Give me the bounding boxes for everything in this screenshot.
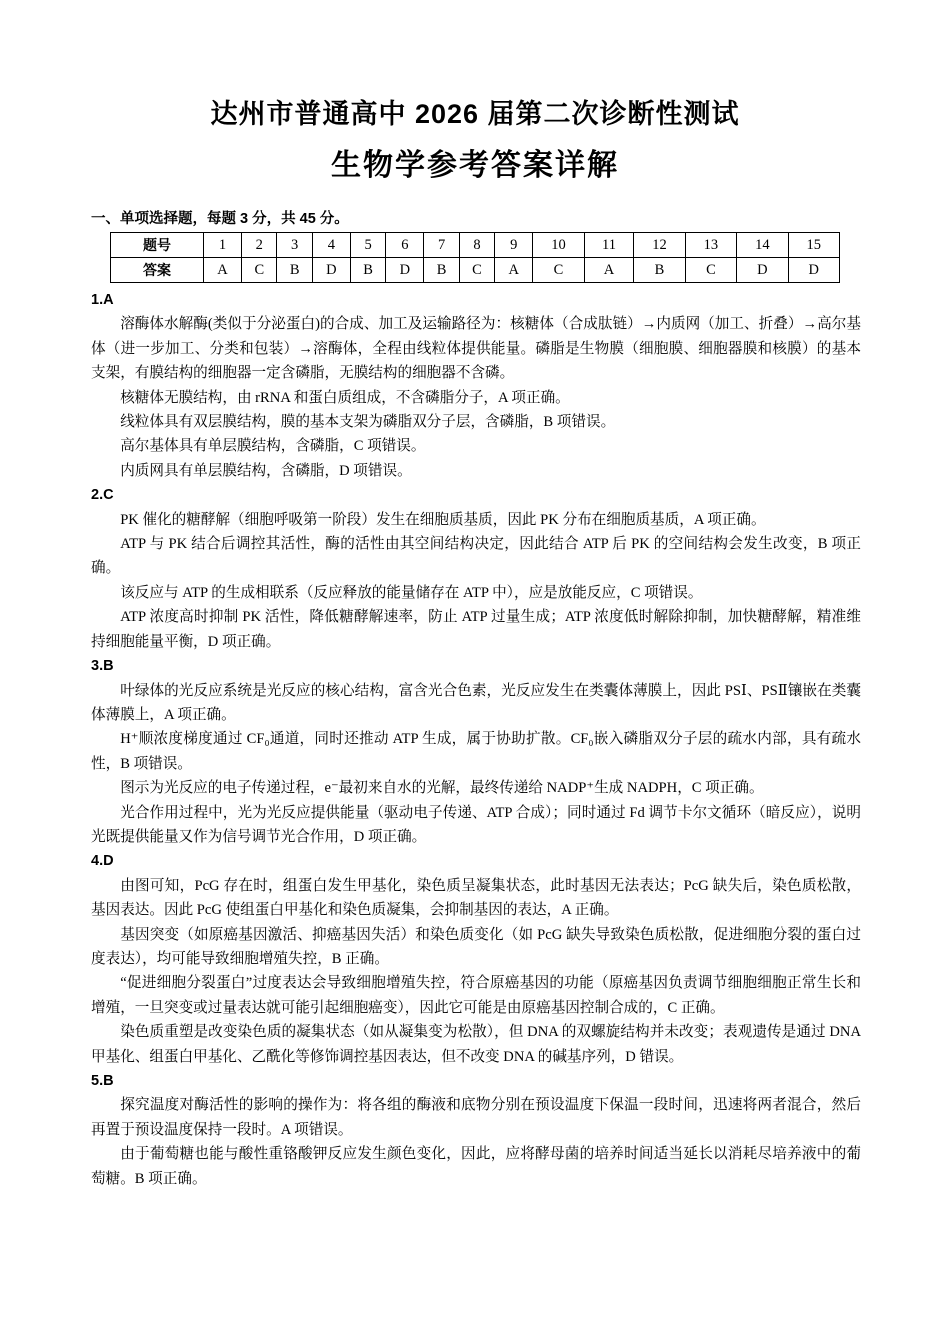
answer-cell: C xyxy=(685,258,736,283)
answer-cell: D xyxy=(788,258,839,283)
explanation-paragraph: 光合作用过程中，光为光反应提供能量（驱动电子传递、ATP 合成）；同时通过 Fd 调节卡尔文循环（暗反应），说明光既提供能量又作为信号调节光合作用，D 项正确。 xyxy=(91,804,861,845)
question-number: 6 xyxy=(386,233,424,258)
exam-title: 达州市普通高中 2026 届第二次诊断性测试 xyxy=(210,99,740,129)
answer-cell: B xyxy=(634,258,685,283)
explanation-paragraph: 由于葡萄糖也能与酸性重铬酸钾反应发生颜色变化，因此，应将酵母菌的培养时间适当延长以消耗尽培养液中的葡萄糖。B 项正确。 xyxy=(91,1146,861,1187)
explanation-paragraph: 基因突变（如原癌基因激活、抑癌基因失活）和染色质变化（如 PcG 缺失导致染色质松散，促进细胞分裂的蛋白过度表达），均可能导致细胞增殖失控，B 正确。 xyxy=(91,926,861,967)
question-number: 7 xyxy=(424,233,459,258)
explanation-paragraph: 图示为光反应的电子传递过程，e⁻最初来自水的光解，最终传递给 NADP⁺生成 NADPH，C 项正确。 xyxy=(120,780,764,797)
answer-cell: C xyxy=(459,258,494,283)
question-number: 5 xyxy=(350,233,385,258)
explanation-paragraph: 内质网具有单层膜结构，含磷脂，D 项错误。 xyxy=(120,462,412,479)
answer-cell: A xyxy=(204,258,242,283)
explanation-paragraph: 高尔基体具有单层膜结构，含磷脂，C 项错误。 xyxy=(120,438,426,455)
question-number: 15 xyxy=(788,233,839,258)
explanation-paragraph: 染色质重塑是改变染色质的凝集状态（如从凝集变为松散），但 DNA 的双螺旋结构并未改变；表观遗传是通过 DNA 甲基化、组蛋白甲基化、乙酰化等修饰调控基因表达，但不改变 DNA 的碱基序列，D 错误。 xyxy=(91,1024,861,1065)
answer-cell: A xyxy=(584,258,634,283)
explanation-paragraph: “促进细胞分裂蛋白”过度表达会导致细胞增殖失控，符合原癌基因的功能（原癌基因负责调节细胞细胞正常生长和增殖，一旦突变或过量表达就可能引起细胞癌变），因此它可能是由原癌基因控制合成的，C 正确。 xyxy=(91,975,861,1016)
question-label: 2.C xyxy=(91,487,114,504)
question-label: 4.D xyxy=(91,853,114,870)
row-label-numbers: 题号 xyxy=(111,233,204,258)
question-number: 2 xyxy=(242,233,277,258)
question-number: 8 xyxy=(459,233,494,258)
document-title: 生物学参考答案详解 xyxy=(331,148,619,183)
question-label: 5.B xyxy=(91,1073,114,1089)
answer-cell: D xyxy=(386,258,424,283)
explanation-paragraph: PK 催化的糖酵解（细胞呼吸第一阶段）发生在细胞质基质，因此 PK 分布在细胞质基质，A 项正确。 xyxy=(120,511,766,528)
question-number: 13 xyxy=(685,233,736,258)
question-number: 1 xyxy=(204,233,242,258)
answer-cell: B xyxy=(350,258,385,283)
question-number-row xyxy=(111,233,840,258)
explanation-paragraph: H⁺顺浓度梯度通过 CF₀通道，同时还推动 ATP 生成，属于协助扩散。CF₀嵌入磷脂双分子层的疏水内部，具有疏水性，B 项错误。 xyxy=(91,731,861,772)
answer-cell: C xyxy=(533,258,584,283)
answer-key-table xyxy=(110,232,840,283)
explanation-paragraph: 由图可知，PcG 存在时，组蛋白发生甲基化，染色质呈凝集状态，此时基因无法表达；PcG 缺失后，染色质松散，基因表达。因此 PcG 使组蛋白甲基化和染色质凝集，会抑制基因的表达，A 正确。 xyxy=(91,877,861,919)
question-number: 12 xyxy=(634,233,685,258)
question-number: 14 xyxy=(737,233,788,258)
answer-cell: D xyxy=(312,258,350,283)
explanation-paragraph: 溶酶体水解酶(类似于分泌蛋白)的合成、加工及运输路径为：核糖体（合成肽链）→内质网（加工、折叠）→高尔基体（进一步加工、分类和包装）→溶酶体，全程由线粒体提供能量。磷脂是生物膜（细胞膜、细胞器膜和核膜）的基本支架，有膜结构的细胞器一定含磷脂，无膜结构的细胞器不含磷。 xyxy=(91,316,861,382)
question-number: 3 xyxy=(277,233,312,258)
answer-cell: B xyxy=(424,258,459,283)
question-number: 9 xyxy=(495,233,533,258)
explanation-paragraph: 探究温度对酶活性的影响的操作为：将各组的酶液和底物分别在预设温度下保温一段时间，迅速将两者混合，然后再置于预设温度保持一段时。A 项错误。 xyxy=(91,1097,861,1138)
answer-cell: D xyxy=(737,258,788,283)
answer-cell: C xyxy=(242,258,277,283)
explanation-paragraph: 叶绿体的光反应系统是光反应的核心结构，富含光合色素，光反应发生在类囊体薄膜上，因此 PSⅠ、PSⅡ镶嵌在类囊体薄膜上，A 项正确。 xyxy=(91,682,861,723)
explanation-paragraph: 核糖体无膜结构，由 rRNA 和蛋白质组成，不含磷脂分子，A 项正确。 xyxy=(120,389,570,406)
question-label: 3.B xyxy=(91,658,114,675)
answer-cell: A xyxy=(495,258,533,283)
explanation-paragraph: 线粒体具有双层膜结构，膜的基本支架为磷脂双分子层，含磷脂，B 项错误。 xyxy=(120,414,616,431)
row-label-answers: 答案 xyxy=(111,258,204,283)
question-number: 4 xyxy=(312,233,350,258)
question-label: 1.A xyxy=(91,292,114,308)
explanations xyxy=(91,288,861,1191)
answer-row xyxy=(111,258,840,283)
answer-cell: B xyxy=(277,258,312,283)
question-number: 10 xyxy=(533,233,584,258)
explanation-paragraph: ATP 与 PK 结合后调控其活性，酶的活性由其空间结构决定，因此结合 ATP 后 PK 的空间结构会发生改变，B 项正确。 xyxy=(91,536,861,577)
explanation-paragraph: 该反应与 ATP 的生成相联系（反应释放的能量储存在 ATP 中），应是放能反应，C 项错误。 xyxy=(120,584,703,601)
section-heading: 一、单项选择题，每题 3 分，共 45 分。 xyxy=(91,211,349,227)
question-number: 11 xyxy=(584,233,634,258)
explanation-paragraph: ATP 浓度高时抑制 PK 活性，降低糖酵解速率，防止 ATP 过量生成；ATP 浓度低时解除抑制，加快糖酵解，精准维持细胞能量平衡，D 项正确。 xyxy=(91,609,861,650)
